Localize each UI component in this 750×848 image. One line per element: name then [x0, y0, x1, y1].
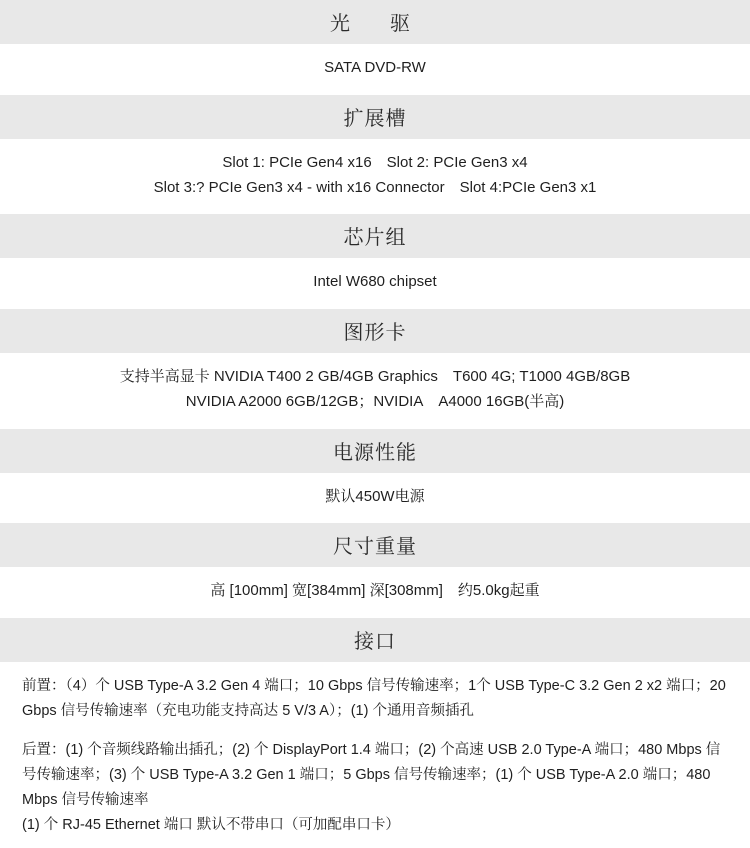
spec-line: 支持半高显卡 NVIDIA T400 2 GB/4GB Graphics T600 4G; T1000 4GB/8GB — [119, 368, 631, 385]
section-header-dimensions-weight: 尺寸重量 — [0, 523, 750, 567]
section-body-ports — [0, 662, 750, 848]
ports-rear-line-1: 后置：(1) 个音频线路输出插孔；(2) 个 DisplayPort 1.4 端口；(2) 个高速 USB 2.0 Type-A 端口；480 Mbps 信号传输速率；(3) 个 USB Type-A 3.2 Gen 1 端口；5 Gbps 信号传输速率；(1) 个 USB Type-A 2.0 端口；480 Mbps 信号传输速率 — [22, 741, 721, 808]
ports-front-paragraph: 前置：（4）个 USB Type-A 3.2 Gen 4 端口；10 Gbps 信号传输速率；1个 USB Type-C 3.2 Gen 2 x2 端口；20 Gbps 信号传输速率（充电功能支持高达 5 V/3 A）；(1) 个通用音频插孔 — [22, 678, 726, 719]
section-body-chipset — [0, 258, 750, 309]
spec-line: NVIDIA A2000 6GB/12GB；NVIDIA A4000 16GB(半高) — [185, 392, 565, 410]
section-header-expansion-slots: 扩展槽 — [0, 95, 750, 139]
spec-line: 默认450W电源 — [325, 487, 425, 505]
spec-line: Intel W680 chipset — [313, 273, 437, 291]
section-header-optical-drive: 光 驱 — [0, 0, 750, 44]
spec-line: Slot 1: PCIe Gen4 x16 Slot 2: PCIe Gen3 x4 — [222, 153, 528, 171]
ports-rear-line-2: (1) 个 RJ-45 Ethernet 端口 默认不带串口（可加配串口卡） — [22, 816, 400, 833]
spec-line: Slot 3:? PCIe Gen3 x4 - with x16 Connector Slot 4:PCIe Gen3 x1 — [153, 178, 597, 196]
spec-line: 高 [100mm] 宽[384mm] 深[308mm] 约5.0kg起重 — [210, 582, 540, 600]
section-body-power-supply — [0, 473, 750, 524]
section-body-graphics-card — [0, 353, 750, 429]
section-body-dimensions-weight — [0, 567, 750, 618]
ports-rear-paragraph — [22, 738, 728, 838]
section-header-chipset: 芯片组 — [0, 214, 750, 258]
spec-line: SATA DVD-RW — [324, 59, 426, 76]
section-body-optical-drive — [0, 44, 750, 95]
section-header-power-supply: 电源性能 — [0, 429, 750, 473]
section-body-expansion-slots — [0, 139, 750, 215]
section-header-graphics-card: 图形卡 — [0, 309, 750, 353]
section-header-ports: 接口 — [0, 618, 750, 662]
